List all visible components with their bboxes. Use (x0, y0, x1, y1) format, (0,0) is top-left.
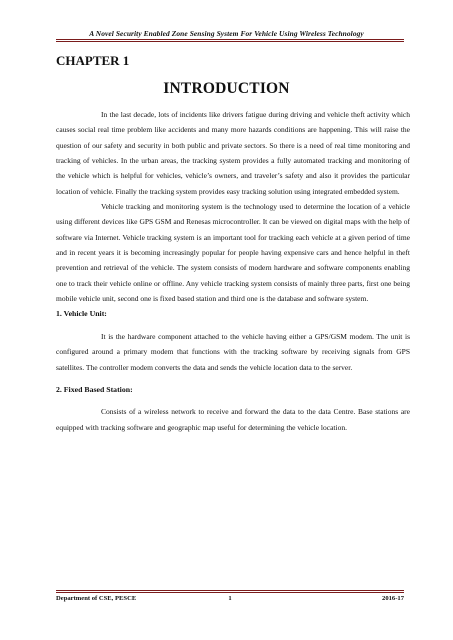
section-text-fixed-based-station: Consists of a wireless network to receive and forward the data to the data Centre. Base stations are equipped with tracking software and geographic map useful for determining the vehicle location. (56, 407, 410, 432)
footer-rule (56, 590, 404, 593)
chapter-title: INTRODUCTION (163, 80, 290, 97)
section-heading-fixed-based-station: 2. Fixed Based Station: (56, 384, 133, 394)
paragraph: Vehicle tracking and monitoring system is the technology used to determine the location of a vehicle using different devices like GPS GSM and Renesas microcontroller. It can be viewed on digital maps with the help of software via Internet. Vehicle tracking system is an important tool for tracking each vehicle at a given period of time and in recent years it is becoming increasingly popular for people having expensive cars and hence helpful in theft prevention and retrieval of the vehicle. The system consists of modern hardware and software components enabling one to track their vehicle online or offline. Any vehicle tracking system consists of mainly three parts, first one being mobile vehicle unit, second one is fixed based station and third one is the database and software system. (56, 202, 410, 304)
footer-department: Department of CSE, PESCE (56, 595, 137, 602)
section-heading-vehicle-unit: 1. Vehicle Unit: (56, 309, 107, 319)
section-text-vehicle-unit: It is the hardware component attached to the vehicle having either a GPS/GSM modem. The unit is configured around a primary modem that functions with the tracking software by receiving signals from GPS satellites. The controller modem converts the data and sends the vehicle location data to the server. (56, 331, 410, 372)
chapter-label: CHAPTER 1 (56, 53, 130, 68)
running-header: A Novel Security Enabled Zone Sensing System For Vehicle Using Wireless Technology (89, 29, 364, 38)
header-rule (56, 39, 404, 42)
paragraph: In the last decade, lots of incidents like drivers fatigue during driving and vehicle theft activity which causes social real time problem like accidents and many more hazards conditions are happening. This will raise the question of our safety and security in both public and private sectors. So there is a need of real time monitoring and tracking of vehicles. In the urban areas, the tracking system provides a fully automated tracking and monitoring of the vehicle which is helpful for vehicles, vehicle’s owners, and traveler’s safety and also it provides the particular location of vehicle. Finally the tracking system provides easy tracking solution using integrated embedded system. (56, 110, 410, 196)
body-content (56, 107, 410, 435)
footer-year: 2016-17 (382, 595, 404, 602)
footer-page-number: 1 (228, 595, 232, 602)
